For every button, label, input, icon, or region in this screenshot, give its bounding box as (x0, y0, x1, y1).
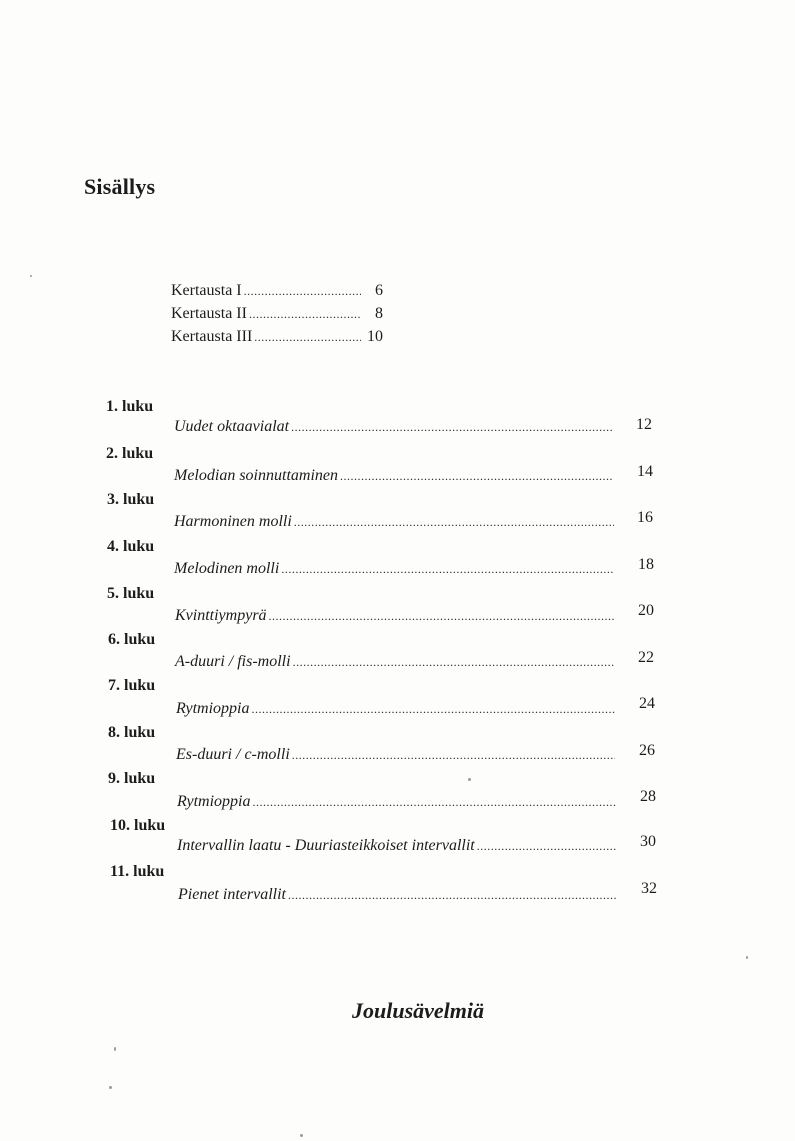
dot-leader (249, 303, 361, 326)
chapter-heading: 5. luku (107, 585, 155, 602)
chapter-topic-line (174, 511, 618, 533)
scan-speck (30, 275, 32, 277)
section-title-christmas: Joulusävelmiä (352, 998, 485, 1023)
dot-leader (291, 416, 613, 438)
review-page-number: 10 (367, 328, 383, 345)
chapter-topic: Rytmioppia (177, 793, 251, 810)
dot-leader (294, 511, 614, 533)
chapter-page-number: 28 (640, 788, 656, 805)
chapter-heading: 4. luku (107, 538, 155, 555)
chapter-topic-line (176, 744, 619, 766)
dot-leader (251, 698, 615, 720)
chapter-topic-line (175, 651, 618, 673)
chapter-topic-line (174, 416, 617, 438)
scan-speck (300, 1134, 303, 1137)
chapter-page-number: 20 (638, 602, 654, 619)
dot-leader (269, 605, 614, 627)
chapter-page-number: 14 (637, 463, 653, 480)
chapter-topic: Harmoninen molli (174, 513, 292, 530)
chapter-page-number: 32 (641, 880, 657, 897)
scan-speck (746, 956, 748, 959)
page-title: Sisällys (84, 174, 156, 199)
chapter-page-number: 12 (636, 416, 652, 433)
chapter-topic-line (178, 884, 621, 906)
chapter-heading: 10. luku (110, 817, 166, 834)
chapter-topic-line (177, 791, 620, 813)
chapter-heading: 6. luku (108, 631, 156, 648)
review-list (171, 279, 383, 348)
chapter-heading: 2. luku (106, 445, 154, 462)
chapter-topic-line (175, 605, 618, 627)
chapter-topic: Uudet oktaavialat (174, 418, 290, 435)
dot-leader (244, 280, 361, 303)
chapter-page-number: 16 (637, 509, 653, 526)
review-page-number: 6 (375, 282, 383, 299)
chapter-topic: A-duuri / fis-molli (175, 653, 291, 670)
scan-speck (468, 778, 471, 781)
scan-speck (114, 1047, 116, 1051)
dot-leader (252, 791, 616, 813)
chapter-page-number: 30 (640, 833, 656, 850)
chapter-topic-line (176, 698, 619, 720)
chapter-topic: Melodinen molli (174, 560, 280, 577)
review-entry (171, 279, 383, 302)
chapter-heading: 3. luku (107, 491, 155, 508)
chapter-page-number: 18 (638, 556, 654, 573)
chapter-heading: 7. luku (108, 677, 156, 694)
dot-leader (254, 326, 361, 349)
dot-leader (288, 884, 617, 906)
chapter-topic: Kvinttiympyrä (175, 607, 267, 624)
chapter-heading: 11. luku (110, 863, 165, 880)
scan-speck (109, 1086, 112, 1089)
chapter-topic: Melodian soinnuttaminen (174, 467, 338, 484)
chapter-topic-line (177, 835, 621, 857)
chapter-heading: 1. luku (106, 398, 154, 415)
chapter-topic-line (174, 558, 618, 580)
dot-leader (477, 835, 617, 857)
review-entry (171, 325, 383, 348)
chapter-topic-line (174, 465, 617, 487)
chapter-page-number: 24 (639, 695, 655, 712)
chapter-page-number: 26 (639, 742, 655, 759)
chapter-topic: Rytmioppia (176, 700, 250, 717)
chapter-topic: Es-duuri / c-molli (176, 746, 290, 763)
dot-leader (340, 465, 613, 487)
chapter-heading: 9. luku (108, 770, 156, 787)
chapter-topic: Pienet intervallit (178, 886, 286, 903)
review-label: Kertausta I (171, 282, 242, 299)
chapter-page-number: 22 (638, 649, 654, 666)
chapter-topic: Intervallin laatu - Duuriasteikkoiset intervallit (177, 837, 475, 854)
dot-leader (281, 558, 614, 580)
chapter-heading: 8. luku (108, 724, 156, 741)
dot-leader (293, 651, 614, 673)
review-label: Kertausta II (171, 305, 247, 322)
review-page-number: 8 (375, 305, 383, 322)
dot-leader (292, 744, 615, 766)
review-entry (171, 302, 383, 325)
review-label: Kertausta III (171, 328, 253, 345)
